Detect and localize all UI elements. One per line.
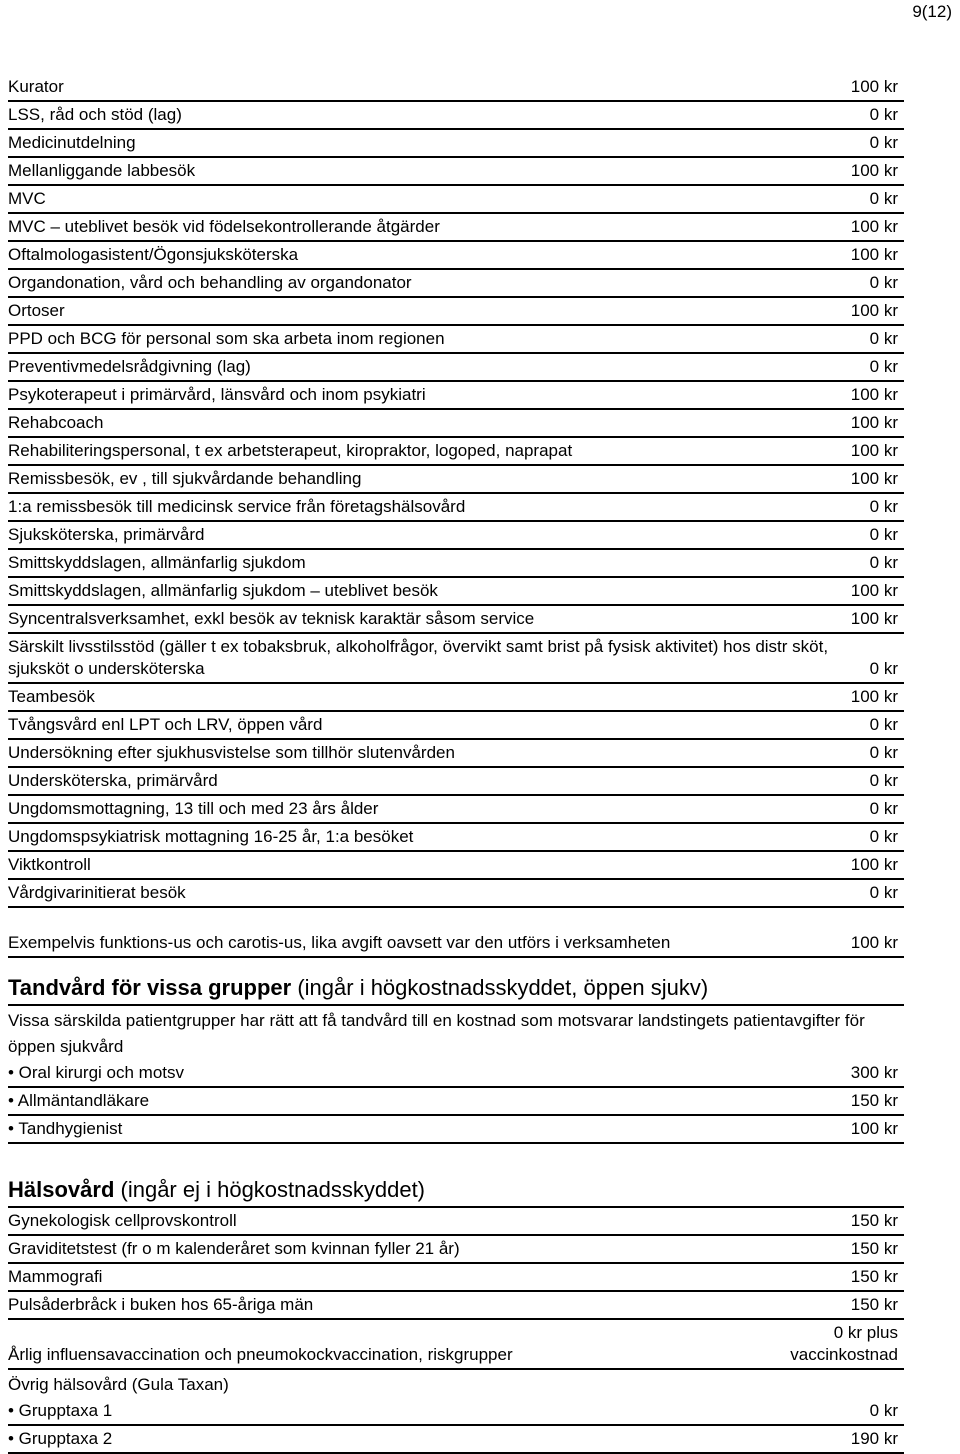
row-price: 0 kr <box>869 273 898 292</box>
row-label: Undersköterska, primärvård <box>8 771 218 790</box>
row-price: 150 kr <box>850 1211 898 1230</box>
table-row <box>8 880 904 908</box>
table-row <box>8 410 904 438</box>
row-label: MVC <box>8 189 46 208</box>
row-price: 100 kr <box>850 245 898 264</box>
row-label: Ungdomsmottagning, 13 till och med 23 års ålder <box>8 799 379 818</box>
row-label: Kurator <box>8 77 64 96</box>
row-price: 150 kr <box>850 1295 898 1314</box>
table-row <box>8 908 904 958</box>
table-row <box>8 1060 904 1088</box>
halsovard-heading <box>8 1176 904 1208</box>
row-label: • Grupptaxa 2 <box>8 1429 113 1448</box>
table-row <box>8 1208 904 1236</box>
halsovard-subrows <box>8 1398 904 1454</box>
row-label: • Oral kirurgi och motsv <box>8 1063 184 1082</box>
table-row <box>8 852 904 880</box>
row-price: 100 kr <box>850 933 898 952</box>
table-row <box>8 242 904 270</box>
table-row <box>8 1264 904 1292</box>
table-row <box>8 550 904 578</box>
row-label: Undersökning efter sjukhusvistelse som tillhör slutenvården <box>8 743 455 762</box>
row-price: 0 kr <box>869 1401 898 1420</box>
row-price: 100 kr <box>850 413 898 432</box>
row-label: • Tandhygienist <box>8 1119 123 1138</box>
row-price: 0 kr <box>869 525 898 544</box>
row-price: 150 kr <box>850 1091 898 1110</box>
row-label: Tvångsvård enl LPT och LRV, öppen vård <box>8 715 323 734</box>
table-row <box>8 326 904 354</box>
table-row <box>8 740 904 768</box>
row-price: 0 kr <box>869 827 898 846</box>
row-price: 0 kr <box>869 133 898 152</box>
halsovard-heading-bold: Hälsovård <box>8 1177 115 1202</box>
row-label: Rehabiliteringspersonal, t ex arbetsterapeut, kiropraktor, logoped, naprapat <box>8 441 573 460</box>
row-price: 100 kr <box>850 581 898 600</box>
row-label: Mellanliggande labbesök <box>8 161 196 180</box>
row-label: PPD och BCG för personal som ska arbeta inom regionen <box>8 329 445 348</box>
table-row <box>8 130 904 158</box>
main-fee-table <box>8 74 904 958</box>
row-label: Rehabcoach <box>8 413 104 432</box>
row-label: Ungdomspsykiatrisk mottagning 16-25 år, 1:a besöket <box>8 827 414 846</box>
row-price: 0 kr <box>869 105 898 124</box>
halsovard-heading-rest: (ingår ej i högkostnadsskyddet) <box>114 1177 426 1202</box>
row-label: Preventivmedelsrådgivning (lag) <box>8 357 251 376</box>
row-price: 100 kr <box>850 385 898 404</box>
table-row <box>8 634 904 684</box>
row-label: Viktkontroll <box>8 855 91 874</box>
row-price: 100 kr <box>850 161 898 180</box>
row-label: Smittskyddslagen, allmänfarlig sjukdom <box>8 553 306 572</box>
row-price: 0 kr <box>869 743 898 762</box>
row-price: 0 kr <box>869 553 898 572</box>
table-row <box>8 768 904 796</box>
row-price: 100 kr <box>850 217 898 236</box>
row-price: 0 kr <box>869 659 898 678</box>
row-price: 100 kr <box>850 441 898 460</box>
row-label: Exempelvis funktions-us och carotis-us, lika avgift oavsett var den utförs i verksamheten <box>8 933 671 952</box>
row-label: Medicinutdelning <box>8 133 136 152</box>
row-price: 100 kr <box>850 855 898 874</box>
table-row <box>8 158 904 186</box>
tandvard-intro: Vissa särskilda patientgrupper har rätt att få tandvård till en kostnad som motsvarar landstingets patientavgifter för öppen sjukvård <box>8 1011 865 1056</box>
row-price: 0 kr <box>869 883 898 902</box>
row-price: 0 kr <box>869 189 898 208</box>
row-price: 100 kr <box>850 77 898 96</box>
row-price: 0 kr <box>869 497 898 516</box>
table-row <box>8 270 904 298</box>
table-row <box>8 466 904 494</box>
table-row <box>8 824 904 852</box>
table-row <box>8 186 904 214</box>
row-label: Graviditetstest (fr o m kalenderåret som kvinnan fyller 21 år) <box>8 1239 460 1258</box>
row-price: 0 kr <box>869 715 898 734</box>
halsovard-subheading: Övrig hälsovård (Gula Taxan) <box>8 1375 229 1394</box>
table-row <box>8 354 904 382</box>
table-row <box>8 102 904 130</box>
row-label: Ortoser <box>8 301 65 320</box>
table-row <box>8 796 904 824</box>
table-row <box>8 1236 904 1264</box>
row-label: Särskilt livsstilsstöd (gäller t ex tobaksbruk, alkoholfrågor, övervikt samt brist på fysisk aktivitet) hos distr sköt, sjuksköt o undersköterska <box>8 637 829 678</box>
row-label: LSS, råd och stöd (lag) <box>8 105 182 124</box>
table-row <box>8 1320 904 1370</box>
row-label: • Allmäntandläkare <box>8 1091 150 1110</box>
row-price: 0 kr plus vaccinkostnad <box>790 1323 898 1364</box>
tandvard-rows <box>8 1060 904 1144</box>
row-label: • Grupptaxa 1 <box>8 1401 113 1420</box>
table-row <box>8 298 904 326</box>
row-price: 100 kr <box>850 301 898 320</box>
table-row <box>8 578 904 606</box>
page-number: 9(12) <box>912 2 952 21</box>
row-price: 0 kr <box>869 799 898 818</box>
row-price: 0 kr <box>869 357 898 376</box>
row-label: Organdonation, vård och behandling av organdonator <box>8 273 412 292</box>
row-price: 100 kr <box>850 609 898 628</box>
row-price: 100 kr <box>850 469 898 488</box>
table-row <box>8 1116 904 1144</box>
table-row <box>8 214 904 242</box>
table-row <box>8 382 904 410</box>
row-label: Sjuksköterska, primärvård <box>8 525 205 544</box>
table-row <box>8 1292 904 1320</box>
row-price: 150 kr <box>850 1267 898 1286</box>
row-price: 190 kr <box>850 1429 898 1448</box>
row-price: 150 kr <box>850 1239 898 1258</box>
halsovard-rows <box>8 1208 904 1370</box>
row-label: Smittskyddslagen, allmänfarlig sjukdom – uteblivet besök <box>8 581 438 600</box>
tandvard-section <box>8 974 904 1144</box>
table-row <box>8 74 904 102</box>
row-label: Oftalmologasistent/Ögonsjuksköterska <box>8 245 299 264</box>
table-row <box>8 494 904 522</box>
row-label: 1:a remissbesök till medicinsk service från företagshälsovård <box>8 497 466 516</box>
row-label: MVC – uteblivet besök vid födelsekontrollerande åtgärder <box>8 217 440 236</box>
row-label: Gynekologisk cellprovskontroll <box>8 1211 237 1230</box>
row-label: Vårdgivarinitierat besök <box>8 883 186 902</box>
row-label: Mammografi <box>8 1267 103 1286</box>
row-label: Psykoterapeut i primärvård, länsvård och inom psykiatri <box>8 385 426 404</box>
table-row <box>8 438 904 466</box>
table-row <box>8 1426 904 1454</box>
table-row <box>8 1398 904 1426</box>
row-price: 300 kr <box>850 1063 898 1082</box>
table-row <box>8 522 904 550</box>
table-row <box>8 606 904 634</box>
row-label: Årlig influensavaccination och pneumokockvaccination, riskgrupper <box>8 1345 513 1364</box>
table-row <box>8 712 904 740</box>
row-label: Teambesök <box>8 687 95 706</box>
tandvard-heading-bold: Tandvård för vissa grupper <box>8 975 292 1000</box>
row-price: 100 kr <box>850 1119 898 1138</box>
row-label: Remissbesök, ev , till sjukvårdande behandling <box>8 469 362 488</box>
tandvard-heading <box>8 974 904 1006</box>
row-price: 100 kr <box>850 687 898 706</box>
table-row <box>8 684 904 712</box>
tandvard-heading-rest: (ingår i högkostnadsskyddet, öppen sjukv) <box>291 975 709 1000</box>
row-label: Pulsåderbråck i buken hos 65-åriga män <box>8 1295 314 1314</box>
row-price: 0 kr <box>869 329 898 348</box>
row-label: Syncentralsverksamhet, exkl besök av teknisk karaktär såsom service <box>8 609 535 628</box>
table-row <box>8 1088 904 1116</box>
row-price: 0 kr <box>869 771 898 790</box>
halsovard-section <box>8 1176 904 1454</box>
